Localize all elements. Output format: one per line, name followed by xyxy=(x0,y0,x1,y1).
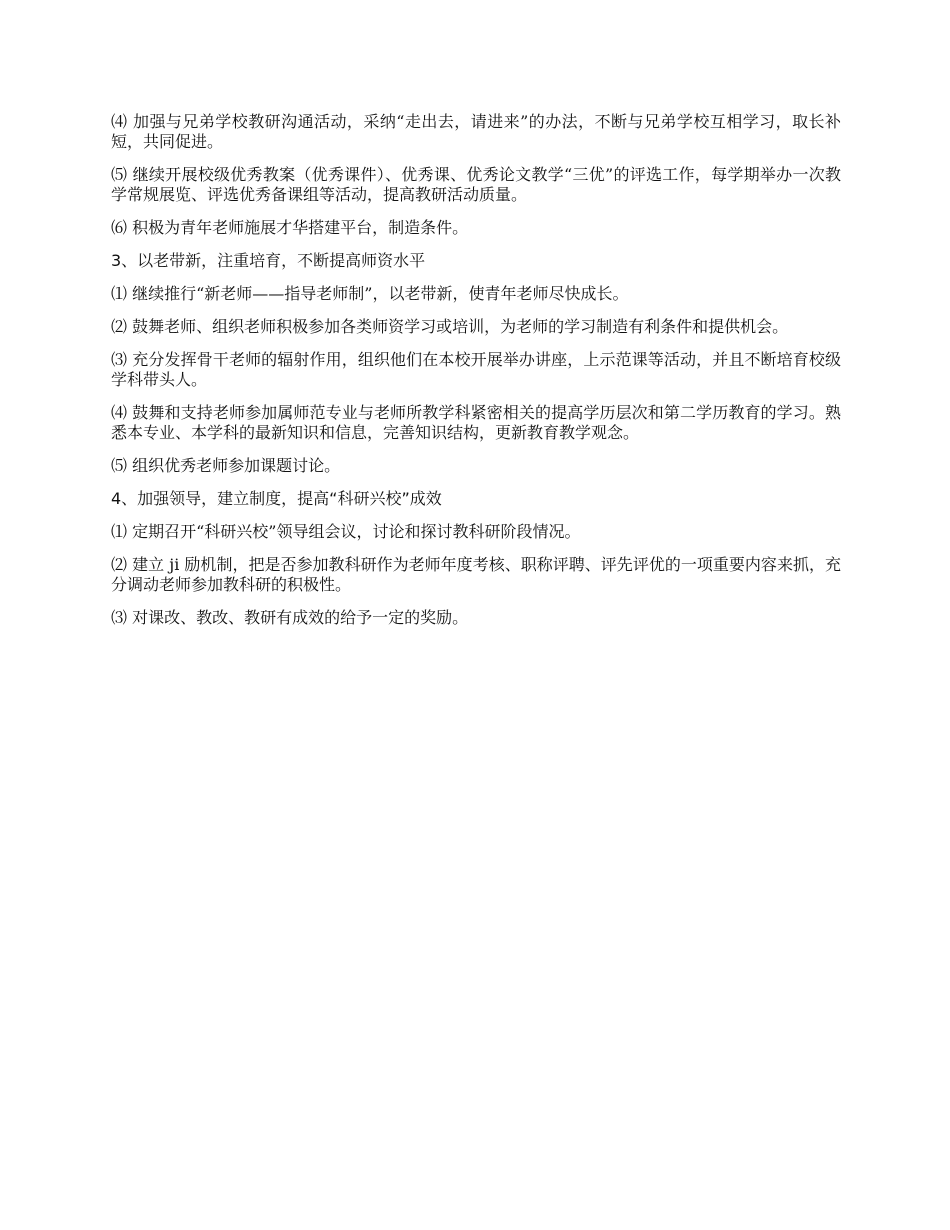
section-heading-3: 3、以老带新，注重培育，不断提高师资水平 xyxy=(111,251,426,270)
paragraph-item-1-mentor: ⑴ 继续推行“新老师——指导老师制”，以老带新，使青年老师尽快成长。 xyxy=(111,284,629,303)
document-body xyxy=(111,112,841,641)
paragraph-item-3-reward: ⑶ 对课改、教改、教研有成效的给予一定的奖励。 xyxy=(111,608,469,627)
paragraph-item-3-backbone: ⑶ 充分发挥骨干老师的辐射作用，组织他们在本校开展举办讲座，上示范课等活动，并且不断培育校级学科带头人。 xyxy=(111,350,841,389)
paragraph-item-2-training: ⑵ 鼓舞老师、组织老师积极参加各类师资学习或培训，为老师的学习制造有利条件和提供机会。 xyxy=(111,317,789,336)
paragraph-item-1-meeting: ⑴ 定期召开“科研兴校”领导组会议，讨论和探讨教科研阶段情况。 xyxy=(111,522,581,541)
paragraph-item-4-degree: ⑷ 鼓舞和支持老师参加属师范专业与老师所教学科紧密相关的提高学历层次和第二学历教育的学习。熟悉本专业、本学科的最新知识和信息，完善知识结构，更新教育教学观念。 xyxy=(111,403,841,442)
paragraph-item-2-incentive: ⑵ 建立 ji 励机制，把是否参加教科研作为老师年度考核、职称评聘、评先评优的一项重要内容来抓，充分调动老师参加教科研的积极性。 xyxy=(111,555,841,594)
paragraph-item-4-exchange: ⑷ 加强与兄弟学校教研沟通活动，采纳“走出去，请进来”的办法，不断与兄弟学校互相学习，取长补短，共同促进。 xyxy=(111,112,841,151)
paragraph-item-6-platform: ⑹ 积极为青年老师施展才华搭建平台，制造条件。 xyxy=(111,218,469,237)
paragraph-item-5-research: ⑸ 组织优秀老师参加课题讨论。 xyxy=(111,456,341,475)
section-heading-4: 4、加强领导，建立制度，提高“科研兴校”成效 xyxy=(111,489,442,508)
paragraph-item-5-excellence: ⑸ 继续开展校级优秀教案（优秀课件）、优秀课、优秀论文教学“三优”的评选工作，每学期举办一次教学常规展览、评选优秀备课组等活动，提高教研活动质量。 xyxy=(111,165,841,204)
